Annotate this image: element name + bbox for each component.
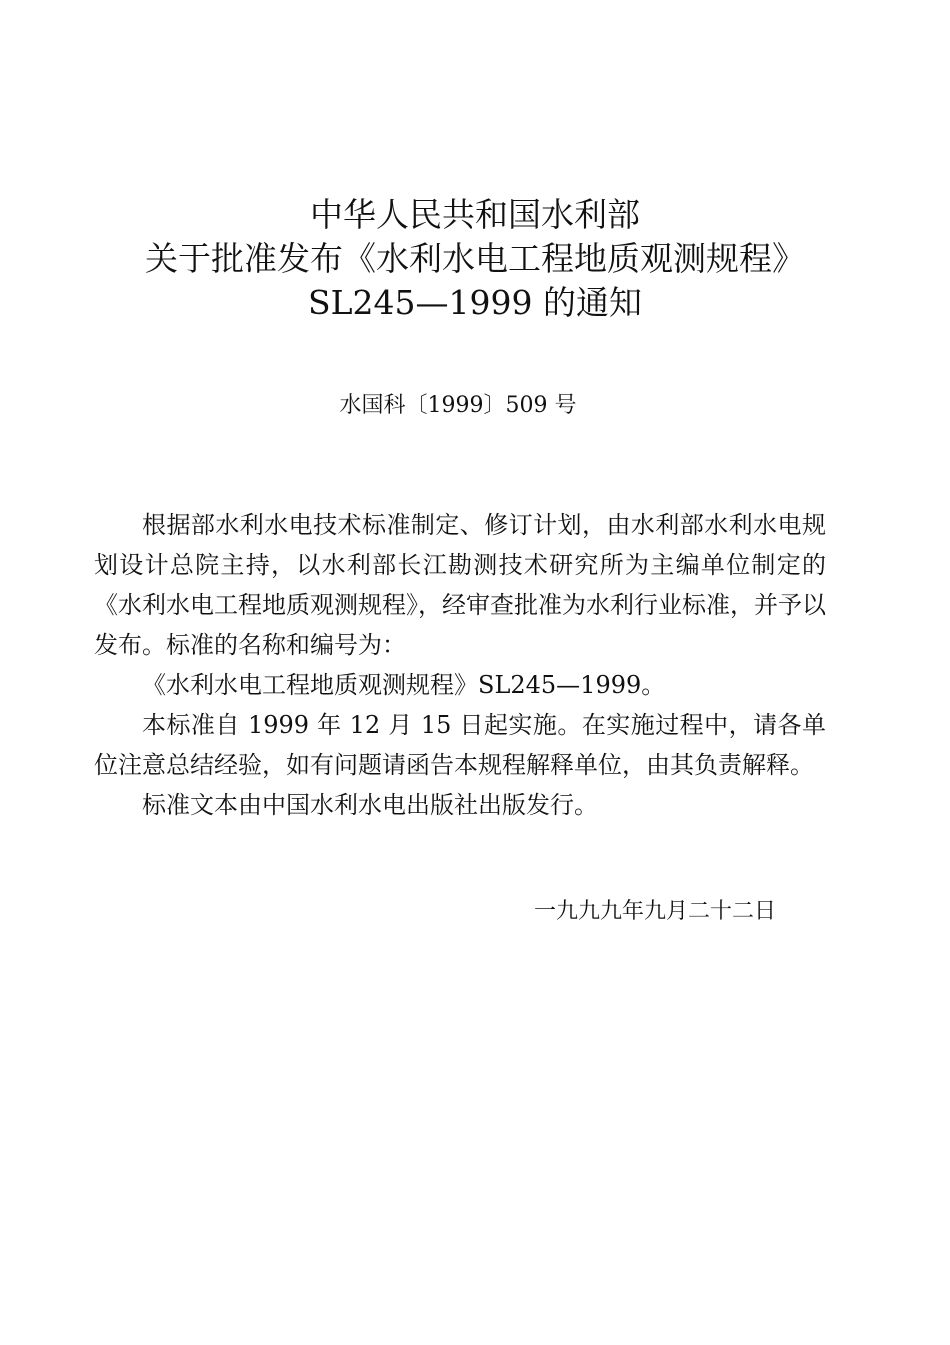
body-paragraph-effective-date: 本标准自 1999 年 12 月 15 日起实施。在实施过程中，请各单位注意总结经验，如有问题请函告本规程解释单位，由其负责解释。 — [94, 711, 826, 779]
issue-date: 一九九九年九月二十二日 — [533, 899, 776, 924]
title-line-subject: 关于批准发布《水利水电工程地质观测规程》 — [145, 239, 805, 278]
title-line-ministry: 中华人民共和国水利部 — [310, 195, 640, 234]
notice-title — [0, 193, 950, 325]
body-paragraph-publisher: 标准文本由中国水利水电出版社出版发行。 — [142, 791, 598, 819]
title-line-standard-code: SL245—1999 的通知 — [308, 283, 642, 322]
body-paragraph-approval: 根据部水利水电技术标准制定、修订计划，由水利部水利水电规划设计总院主持，以水利部长江勘测技术研究所为主编单位制定的《水利水电工程地质观测规程》，经审查批准为水利行业标准，并予以发布。标准的名称和编号为： — [94, 511, 826, 659]
body-paragraph-standard-name: 《水利水电工程地质观测规程》SL245—1999。 — [142, 671, 666, 699]
notice-body — [94, 505, 826, 825]
document-number: 水国科〔1999〕509 号 — [339, 393, 577, 418]
